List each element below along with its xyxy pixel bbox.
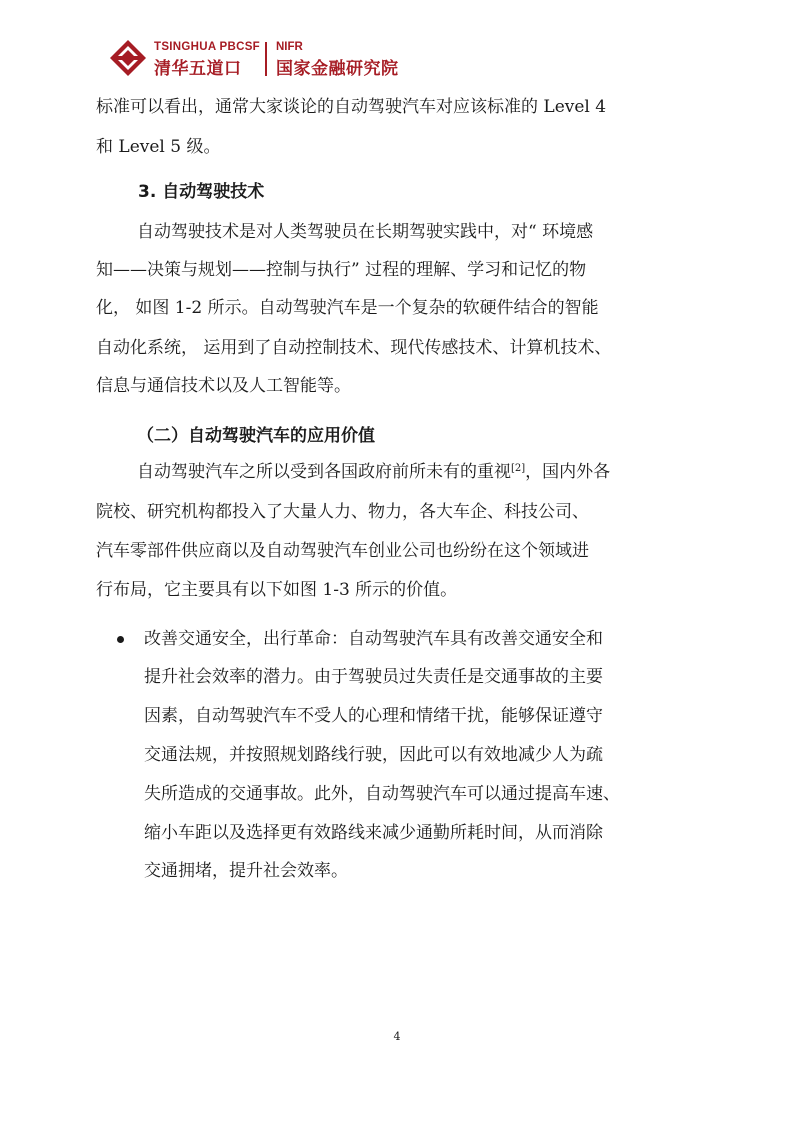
body-line: 信息与通信技术以及人工智能等。 (96, 376, 351, 396)
header-logo (108, 36, 428, 78)
body-line: 化， 如图 1-2 所示。自动驾驶汽车是一个复杂的软硬件结合的智能 (96, 298, 599, 318)
bullet-line: 缩小车距以及选择更有效路线来减少通勤所耗时间，从而消除 (144, 823, 603, 843)
brand-divider (265, 42, 267, 76)
body-line: 知——决策与规划——控制与执行” 过程的理解、学习和记忆的物 (96, 260, 587, 280)
bullet-line: 失所造成的交通事故。此外，自动驾驶汽车可以通过提高车速、 (144, 784, 620, 804)
body-line: 行布局，它主要具有以下如图 1-3 所示的价值。 (96, 580, 458, 600)
nifr-chinese: 国家金融研究院 (276, 59, 399, 79)
nifr-english: NIFR (276, 41, 303, 53)
brand-english: TSINGHUA PBCSF (154, 41, 260, 53)
body-line: 院校、研究机构都投入了大量人力、物力，各大车企、科技公司、 (96, 502, 589, 522)
body-line: 自动驾驶汽车之所以受到各国政府前所未有的重视[2]，国内外各 (137, 462, 611, 482)
bullet-line: 改善交通安全，出行革命：自动驾驶汽车具有改善交通安全和 (144, 629, 603, 649)
bullet-line: 交通法规，并按照规划路线行驶，因此可以有效地减少人为疏 (144, 745, 603, 765)
bullet-line: 因素，自动驾驶汽车不受人的心理和情绪干扰，能够保证遵守 (144, 706, 603, 726)
bullet-dot-icon (117, 636, 124, 643)
page-number: 4 (393, 1030, 401, 1043)
body-line: 汽车零部件供应商以及自动驾驶汽车创业公司也纷纷在这个领域进 (96, 541, 589, 561)
body-line: 自动化系统， 运用到了自动控制技术、现代传感技术、计算机技术、 (96, 338, 612, 358)
bullet-line: 交通拥堵，提升社会效率。 (144, 861, 348, 881)
section-heading-2: （二）自动驾驶汽车的应用价值 (137, 426, 375, 446)
body-line: 标准可以看出，通常大家谈论的自动驾驶汽车对应该标准的 Level 4 (96, 97, 607, 117)
citation-ref[interactable]: [2] (511, 463, 526, 474)
body-line: 和 Level 5 级。 (96, 137, 221, 157)
section-heading-3: 3. 自动驾驶技术 (138, 182, 265, 202)
pbcsf-logo-icon (108, 38, 148, 78)
bullet-line: 提升社会效率的潜力。由于驾驶员过失责任是交通事故的主要 (144, 667, 603, 687)
body-line: 自动驾驶技术是对人类驾驶员在长期驾驶实践中，对“ 环境感 (137, 222, 594, 242)
brand-chinese: 清华五道口 (154, 59, 242, 79)
